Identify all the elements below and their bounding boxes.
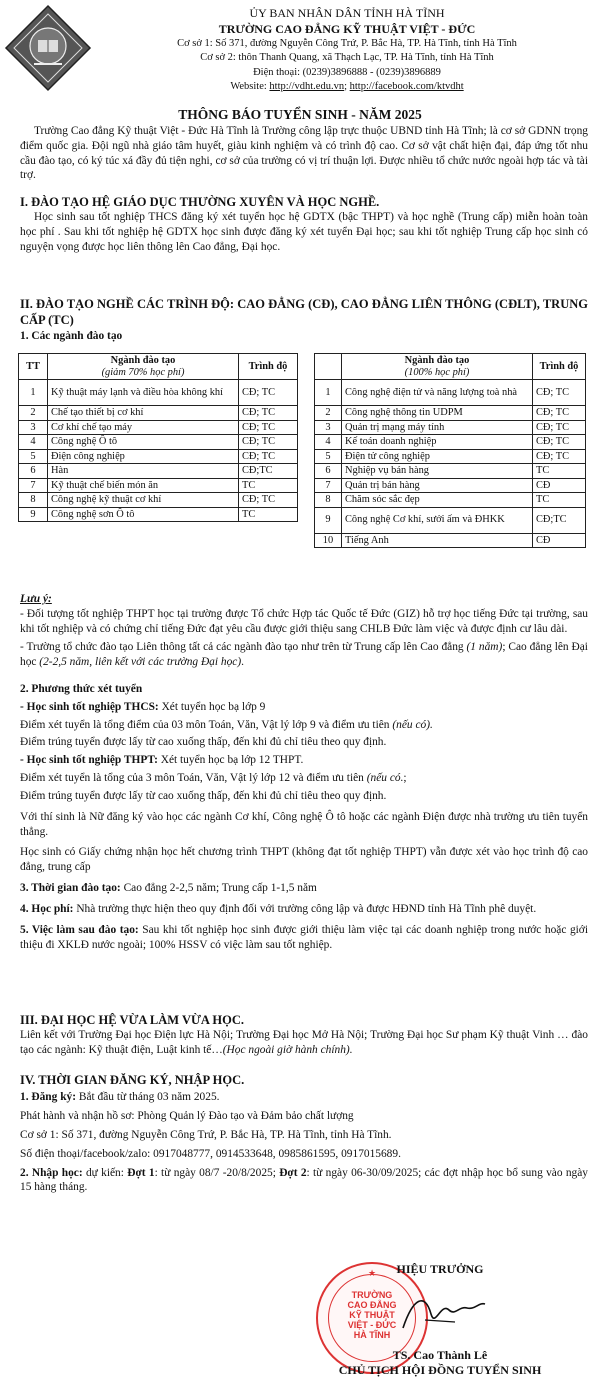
table-row [19, 449, 298, 464]
seal-text-line: KỸ THUẬT [349, 1310, 395, 1321]
row-level: CĐ; TC [239, 449, 298, 464]
note-transfer [20, 640, 588, 670]
row-level: CĐ;TC [533, 507, 586, 533]
row-number: 9 [19, 507, 48, 522]
col-program-label: Ngành đào tạo [110, 354, 176, 366]
female-priority: Với thí sinh là Nữ đăng ký vào học các ngành Cơ khí, Công nghệ Ô tô hoặc các ngành Điện được nhà trường ưu tiên tuyển thẳng. [20, 810, 588, 838]
note-label: Lưu ý: [20, 593, 52, 605]
section-3-text-b: (Học ngoài giờ hành chính). [222, 1044, 353, 1057]
fee-label: 4. Học phí: [20, 902, 74, 915]
enrollment-c: : từ ngày 08/7 -20/8/2025; [154, 1166, 280, 1179]
row-level: TC [533, 464, 586, 479]
enrollment-round-2: Đợt 2 [279, 1166, 307, 1179]
row-number: 6 [19, 464, 48, 479]
row-program: Quản trị mạng máy tính [342, 420, 533, 435]
row-level: CĐ; TC [239, 435, 298, 450]
row-level: CĐ; TC [239, 420, 298, 435]
enrollment-line [20, 1166, 588, 1196]
authority-name: ỦY BAN NHÂN DÂN TỈNH HÀ TĨNH [249, 6, 445, 20]
row-number: 5 [19, 449, 48, 464]
thcs-score-b: (nếu có). [392, 718, 433, 731]
table-row [315, 478, 586, 493]
row-program: Tiếng Anh [342, 533, 533, 548]
website-prefix: Website: [230, 80, 270, 92]
duration-label: 3. Thời gian đào tạo: [20, 882, 121, 895]
table-row [315, 493, 586, 508]
employment-line [20, 923, 588, 953]
campus-2-address: Cơ sở 2: thôn Thanh Quang, xã Thạch Lạc, TP. Hà Tĩnh, tỉnh Hà Tĩnh [200, 52, 494, 64]
table-row [315, 464, 586, 479]
table-row [19, 464, 298, 479]
table-row [315, 420, 586, 435]
table-row [315, 406, 586, 421]
campus-1-address: Cơ sở 1: Số 371, đường Nguyễn Công Trứ, P. Bắc Hà, TP. Hà Tĩnh, tỉnh Hà Tĩnh [177, 38, 517, 50]
signature-block [300, 1262, 580, 1379]
registration-address: Cơ sở 1: Số 371, đường Nguyễn Công Trứ, P. Bắc Hà, TP. Hà Tĩnh, tỉnh Hà Tĩnh. [20, 1128, 392, 1141]
row-program: Quản trị bán hàng [342, 478, 533, 493]
thpt-line [20, 753, 588, 768]
website-separator: ; [344, 80, 350, 92]
thpt-score-b: (nếu có. [366, 772, 404, 785]
enrollment-e: : từ ngày 06-30/09/2025; các đợt nhập học bổ sung vào ngày 15 hàng tháng. [20, 1166, 588, 1194]
row-program: Điện tử công nghiệp [342, 449, 533, 464]
note-transfer-d: (2-2,5 năm, liên kết với các trường Đại học) [39, 656, 242, 669]
table-row [315, 507, 586, 533]
row-number: 1 [19, 380, 48, 406]
section-4-heading: IV. THỜI GIAN ĐĂNG KÝ, NHẬP HỌC. [20, 1073, 245, 1087]
row-level: CĐ; TC [533, 449, 586, 464]
table-row [19, 478, 298, 493]
row-number: 5 [315, 449, 342, 464]
enrollment-a: dự kiến: [82, 1166, 128, 1179]
row-program: Chăm sóc sắc đẹp [342, 493, 533, 508]
table-row [315, 435, 586, 450]
intro-paragraph [20, 124, 588, 183]
table-row [19, 420, 298, 435]
registration-text: Bắt đầu từ tháng 03 năm 2025. [76, 1091, 220, 1104]
note-transfer-a: - Trường tổ chức đào tạo Liên thông tất cả các ngành đào tạo như trên từ Trung cấp lên Cao đẳng [20, 641, 467, 654]
section-3-heading: III. ĐẠI HỌC HỆ VỪA LÀM VỪA HỌC. [20, 1013, 244, 1027]
thpt-label: - Học sinh tốt nghiệp THPT: [20, 754, 158, 767]
row-number: 8 [315, 493, 342, 508]
table-row [19, 493, 298, 508]
admission-method-block [20, 682, 588, 952]
note-giz: - Đối tượng tốt nghiệp THPT học tại trường được Tổ chức Hợp tác Quốc tế Đức (GIZ) hỗ trợ học tiếng Đức tại trường, sau khi tốt nghiệp và có chứng chỉ tiếng Đức đạt yêu cầu được giới thiệu sang CHLB Đức làm việc và được định cư lâu dài. [20, 607, 588, 635]
thpt-score-a: Điểm xét tuyển là tổng của 3 môn Toán, Văn, Vật lý lớp 12 và điểm ưu tiên [20, 772, 367, 785]
issue-office: Phát hành và nhận hồ sơ: Phòng Quản lý Đào tạo và Đảm bảo chất lượng [20, 1110, 354, 1123]
row-level: TC [533, 493, 586, 508]
section-3-text-a: Liên kết với Trường Đại học Điện lực Hà Nội; Trường Đại học Mở Hà Nội; Trường Đại học Sư phạm Kỹ thuật Vinh … đào tạo các ngành: Kỹ thuật điện, Luật kinh tế… [20, 1029, 588, 1057]
thpt-score [20, 771, 588, 786]
signer-name: TS. Cao Thành Lê [392, 1347, 488, 1362]
row-program: Kế toán doanh nghiệp [342, 435, 533, 450]
contact-numbers: Số điện thoại/facebook/zalo: 0917048777, 0914533648, 0985861595, 0917015689. [20, 1147, 401, 1160]
section-2-heading: II. ĐÀO TẠO NGHỀ CÁC TRÌNH ĐỘ: CAO ĐẲNG (CĐ), CAO ĐẲNG LIÊN THÔNG (CĐLT), TRUNG CẤP (TC) [20, 297, 588, 328]
fee-text: Nhà trường thực hiện theo quy định đối với trường công lập và được HĐND tỉnh Hà Tĩnh phê duyệt. [73, 902, 537, 915]
section-1-text: Học sinh sau tốt nghiệp THCS đăng ký xét tuyển học hệ GDTX (bậc THPT) và học nghề (Trung cấp) miễn hoàn toàn học phí . Sau khi tốt nghiệp hệ GDTX học sinh được đăng ký xét tuyển Đại học; sau khi tốt nghiệp Trung cấp học sinh có nguyện vọng được học liên thông lên Cao đẳng, Đại học. [20, 211, 588, 253]
col-tt: TT [19, 354, 48, 380]
notes-block [20, 592, 588, 670]
seal-text-line: VIỆT - ĐỨC [347, 1320, 397, 1331]
col-tt [315, 354, 342, 380]
fee-line [20, 902, 588, 917]
table-row [19, 507, 298, 522]
thcs-score [20, 718, 588, 733]
row-program: Cơ khí chế tạo máy [48, 420, 239, 435]
col-program-note: (100% học phí) [404, 366, 470, 378]
row-number: 4 [19, 435, 48, 450]
school-logo-icon [4, 4, 92, 92]
handwritten-signature-icon [385, 1280, 495, 1342]
row-number: 4 [315, 435, 342, 450]
programs-subheading: 1. Các ngành đào tạo [20, 329, 123, 342]
table-row [19, 406, 298, 421]
row-level: CĐ; TC [533, 420, 586, 435]
section-1 [20, 194, 588, 255]
row-level: CĐ; TC [239, 380, 298, 406]
table-row [315, 449, 586, 464]
thpt-text: Xét tuyển học bạ lớp 12 THPT. [157, 754, 304, 767]
registration-line [20, 1090, 588, 1105]
document-title: THÔNG BÁO TUYỂN SINH - NĂM 2025 [178, 107, 422, 122]
enrollment-round-1: Đợt 1 [127, 1166, 155, 1179]
duration-line [20, 881, 588, 896]
col-program [48, 354, 239, 380]
col-program-note: (giảm 70% học phí) [101, 366, 185, 378]
row-program: Công nghệ Ô tô [48, 435, 239, 450]
row-level: CĐ [533, 478, 586, 493]
facebook-link[interactable]: http://facebook.com/ktvdht [349, 80, 464, 92]
thcs-line [20, 700, 588, 715]
row-number: 1 [315, 380, 342, 406]
row-number: 2 [315, 406, 342, 421]
seal-text-line: CAO ĐẲNG [347, 1300, 397, 1311]
row-level: CĐ; TC [533, 435, 586, 450]
school-name: TRƯỜNG CAO ĐẲNG KỸ THUẬT VIỆT - ĐỨC [218, 21, 476, 36]
table-row [315, 380, 586, 406]
row-program: Hàn [48, 464, 239, 479]
row-level: CĐ; TC [533, 406, 586, 421]
row-program: Kỹ thuật máy lạnh và điều hòa không khí [48, 380, 239, 406]
row-level: TC [239, 507, 298, 522]
table-row [19, 380, 298, 406]
website-line [100, 80, 594, 94]
row-level: CĐ; TC [533, 380, 586, 406]
col-program [342, 354, 533, 380]
note-transfer-b: (1 năm) [466, 641, 503, 654]
thpt-rule: Điểm trúng tuyển được lấy từ cao xuống thấp, đến khi đủ chỉ tiêu theo quy định. [20, 789, 387, 802]
col-program-label: Ngành đào tạo [404, 354, 470, 366]
certificate-note: Học sinh có Giấy chứng nhận học hết chương trình THPT (không đạt tốt nghiệp THPT) vẫn được xét vào học trình độ cao đẳng, trung cấp [20, 846, 588, 874]
col-level: Trình độ [239, 354, 298, 380]
row-program: Chế tạo thiết bị cơ khí [48, 406, 239, 421]
row-program: Công nghệ điện tử và năng lượng toà nhà [342, 380, 533, 406]
note-transfer-c: ; Cao đẳng lên Đại học [20, 641, 588, 669]
registration-label: 1. Đăng ký: [20, 1091, 77, 1104]
note-transfer-e: . [241, 656, 244, 669]
table-row [315, 533, 586, 548]
section-3 [20, 1012, 588, 1058]
table-row [19, 435, 298, 450]
row-program: Nghiệp vụ bán hàng [342, 464, 533, 479]
thpt-score-c: ; [403, 772, 407, 785]
thcs-score-a: Điểm xét tuyển là tổng điểm của 03 môn Toán, Văn, Vật lý lớp 9 và điểm ưu tiên [20, 718, 393, 731]
row-program: Kỹ thuật chế biến món ăn [48, 478, 239, 493]
row-program: Công nghệ kỹ thuật cơ khí [48, 493, 239, 508]
row-number: 6 [315, 464, 342, 479]
website-link[interactable]: http://vdht.edu.vn [269, 80, 345, 92]
duration-text: Cao đẳng 2-2,5 năm; Trung cấp 1-1,5 năm [120, 882, 317, 895]
enrollment-label: 2. Nhập học: [20, 1166, 83, 1179]
section-3-text [20, 1028, 588, 1058]
phone-line: Điện thoại: (0239)3896888 - (0239)3896889 [253, 66, 441, 78]
row-level: CĐ [533, 533, 586, 548]
signer-role: HIỆU TRƯỞNG [396, 1262, 484, 1276]
row-level: CĐ; TC [239, 406, 298, 421]
thcs-rule: Điểm trúng tuyển được lấy từ cao xuống thấp, đến khi đủ chỉ tiêu theo quy định. [20, 736, 387, 749]
seal-text-line: HÀ TĨNH [353, 1330, 391, 1341]
col-level: Trình độ [533, 354, 586, 380]
row-number: 7 [19, 478, 48, 493]
row-number: 3 [19, 420, 48, 435]
employment-label: 5. Việc làm sau đào tạo: [20, 923, 139, 936]
row-number: 2 [19, 406, 48, 421]
row-level: CĐ; TC [239, 493, 298, 508]
row-program: Điện công nghiệp [48, 449, 239, 464]
thcs-text: Xét tuyển học bạ lớp 9 [158, 700, 266, 713]
seal-text-line: TRƯỜNG [351, 1290, 393, 1300]
programs-table-discounted [18, 353, 298, 522]
row-number: 9 [315, 507, 342, 533]
signer-title: CHỦ TỊCH HỘI ĐỒNG TUYỂN SINH [338, 1363, 542, 1378]
row-number: 10 [315, 533, 342, 548]
section-2-heading-block [20, 296, 588, 343]
row-number: 8 [19, 493, 48, 508]
row-program: Công nghệ thông tin UDPM [342, 406, 533, 421]
row-program: Công nghệ sơn Ô tô [48, 507, 239, 522]
row-number: 7 [315, 478, 342, 493]
row-level: CĐ;TC [239, 464, 298, 479]
section-1-heading: I. ĐÀO TẠO HỆ GIÁO DỤC THƯỜNG XUYÊN VÀ HỌC NGHỀ. [20, 195, 380, 209]
employment-text: Sau khi tốt nghiệp học sinh được giới thiệu làm việc tại các doanh nghiệp trong nước hoặc giới thiệu đi XKLĐ nước ngoài; 100% HSSV có việc làm sau tốt nghiệp. [20, 923, 588, 951]
programs-table-full-fee [314, 353, 586, 548]
intro-text: Trường Cao đẳng Kỹ thuật Việt - Đức Hà Tĩnh là Trường công lập trực thuộc UBND tỉnh Hà Tĩnh; là cơ sở GDNN trọng điểm quốc gia. Đội ngũ nhà giáo tâm huyết, giàu kinh nghiệm và có trình độ cao. Cơ sở vật chất hiện đại, đáp ứng tốt nhu cầu đào tạo, có ký túc xá đầy đủ tiện nghi, cơ sở của trường có vị trí thuận lợi. Được nhiều tổ chức nước ngoài hợp tác và tài trợ. [20, 125, 588, 182]
letterhead [100, 6, 594, 94]
row-number: 3 [315, 420, 342, 435]
method-subheading: 2. Phương thức xét tuyển [20, 683, 143, 695]
seal-star-icon: ★ [368, 1268, 377, 1278]
row-program: Công nghệ Cơ khí, sưởi ấm và ĐHKK [342, 507, 533, 533]
row-level: TC [239, 478, 298, 493]
section-4 [20, 1072, 588, 1195]
thcs-label: - Học sinh tốt nghiệp THCS: [20, 700, 159, 713]
